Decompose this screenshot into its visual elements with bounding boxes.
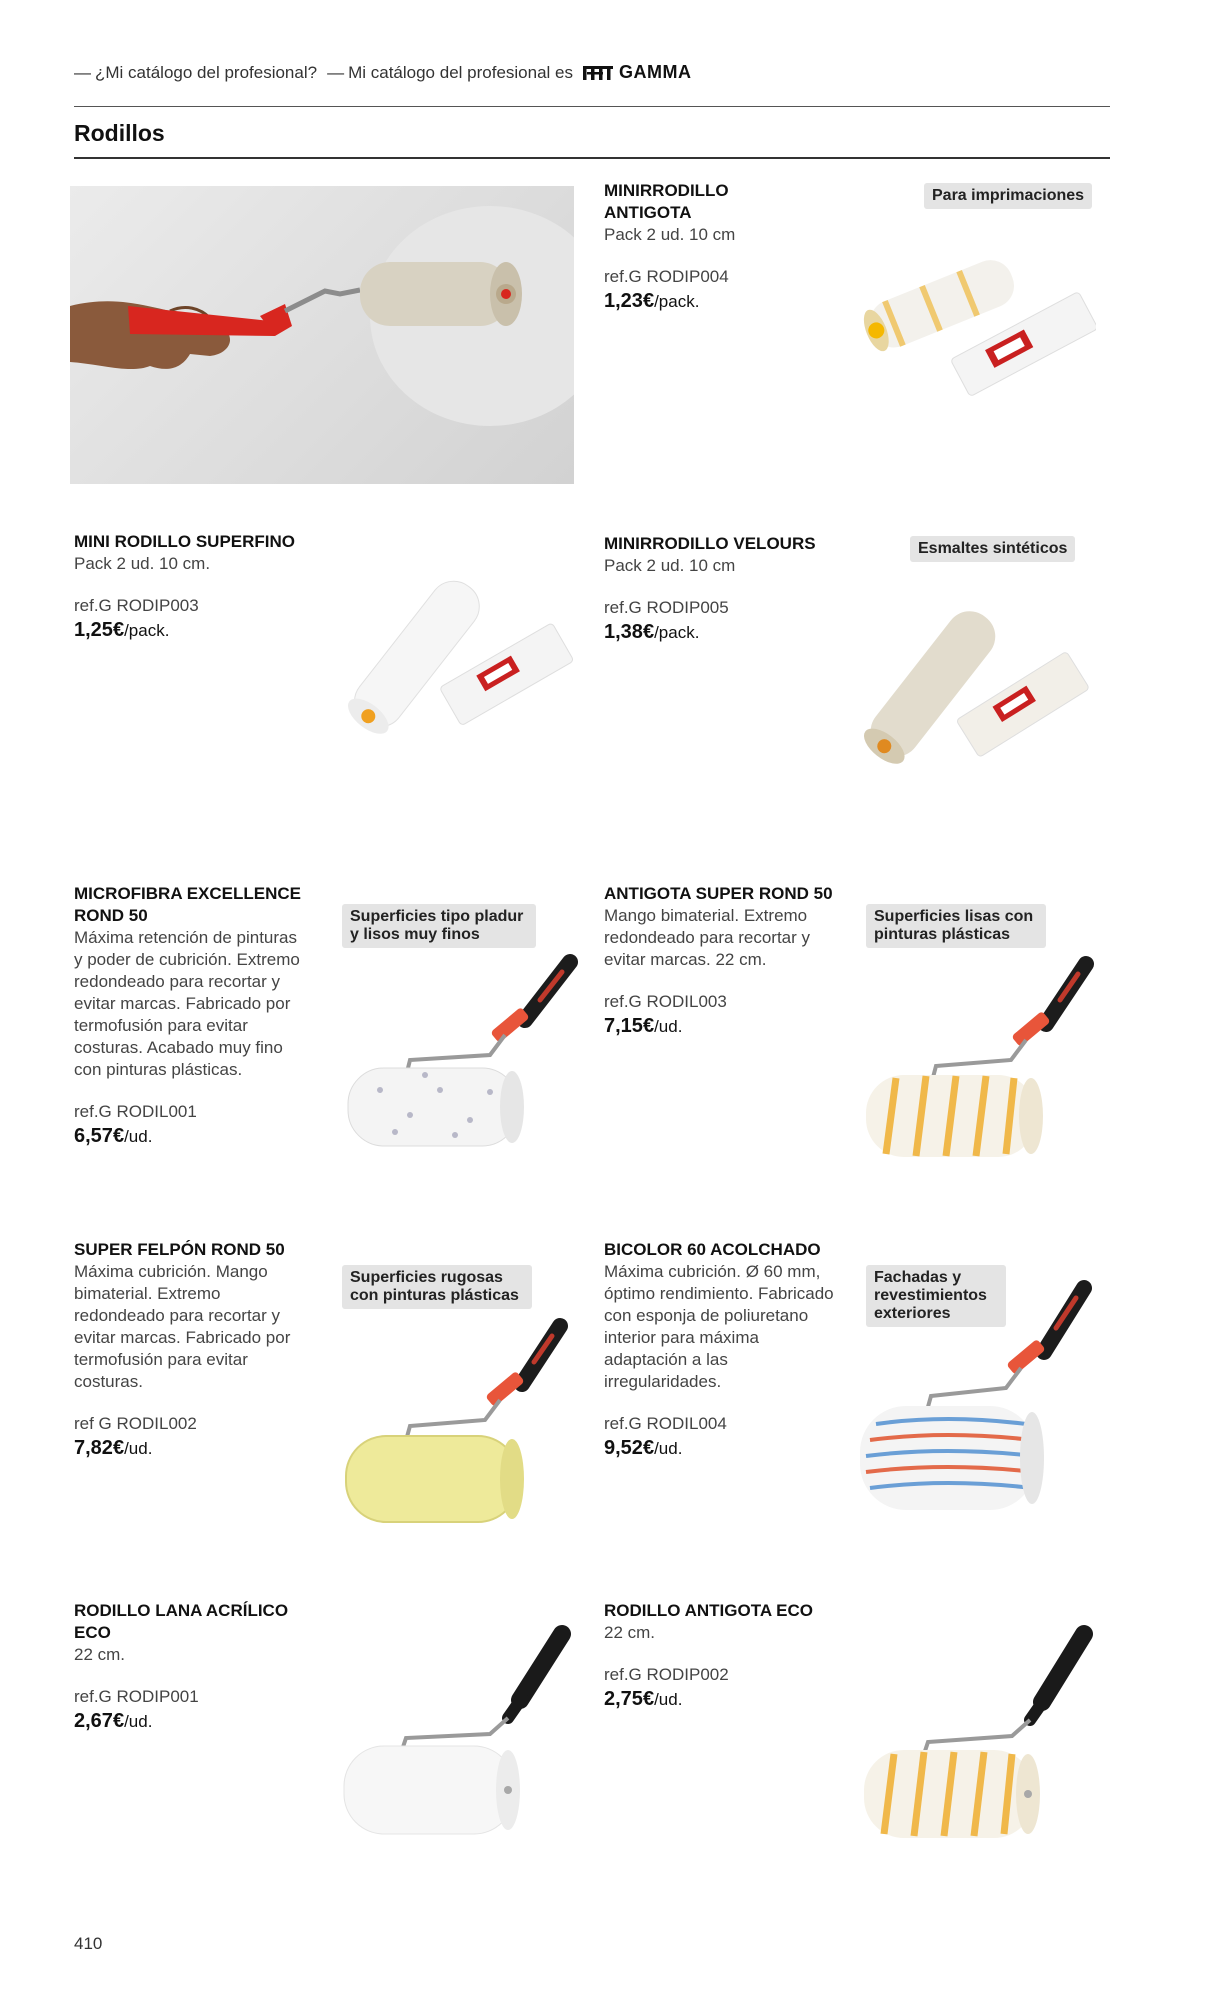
product-desc: 22 cm. bbox=[604, 1623, 656, 1642]
dash-separator: — bbox=[74, 62, 91, 82]
product-desc: Máxima cubrición. Ø 60 mm, óptimo rendimiento. Fabricado con esponja de poliuretano interior para máxima adaptación a las irregularidades. bbox=[604, 1262, 834, 1391]
usage-tag: Superficies tipo pladur y lisos muy finos bbox=[342, 904, 536, 948]
header-tagline-answer: Mi catálogo del profesional es bbox=[348, 62, 573, 82]
product-price bbox=[74, 1710, 306, 1733]
usage-tag: Esmaltes sintéticos bbox=[910, 536, 1075, 562]
usage-tag: Superficies lisas con pinturas plásticas bbox=[866, 904, 1046, 948]
product-price bbox=[604, 1688, 844, 1711]
product-microfibra-excellence bbox=[74, 883, 306, 1148]
mini-roller-pack-image bbox=[856, 222, 1096, 402]
price-unit: /ud. bbox=[654, 1017, 683, 1036]
price-currency: € bbox=[642, 1437, 655, 1459]
dash-separator: — bbox=[327, 62, 345, 82]
product-ref: ref.G RODIP005 bbox=[604, 598, 729, 617]
price-unit: /ud. bbox=[124, 1127, 153, 1146]
price-unit: /ud. bbox=[654, 1439, 683, 1458]
product-rodillo-antigota-eco bbox=[604, 1600, 844, 1711]
price-value: 2,67 bbox=[74, 1710, 113, 1732]
price-currency: € bbox=[642, 1015, 655, 1037]
price-unit: /pack. bbox=[654, 623, 700, 642]
header-tagline-question: ¿Mi catálogo del profesional? bbox=[95, 62, 318, 82]
hero-photo-hand-with-roller bbox=[70, 186, 574, 484]
price-unit: /pack. bbox=[654, 292, 700, 311]
price-currency: € bbox=[112, 619, 125, 641]
product-bicolor-60 bbox=[604, 1239, 834, 1460]
antigota-super-roller-image bbox=[856, 950, 1096, 1190]
price-unit: /pack. bbox=[124, 621, 170, 640]
section-title: Rodillos bbox=[74, 120, 165, 146]
product-price bbox=[74, 1125, 306, 1148]
section-divider bbox=[74, 157, 1110, 159]
price-value: 7,15 bbox=[604, 1015, 643, 1037]
product-desc: Pack 2 ud. 10 cm. bbox=[74, 554, 211, 573]
product-desc: Máxima retención de pinturas y poder de cubrición. Extremo redondeado para recortar y evitar marcas. Fabricado por termofusión para evitar costuras. Acabado muy fino con pinturas plásticas. bbox=[74, 928, 300, 1079]
superfine-roller-pack-image bbox=[340, 540, 580, 740]
price-value: 1,38 bbox=[604, 621, 643, 643]
product-minirrodillo-antigota bbox=[604, 180, 804, 313]
header-divider bbox=[74, 106, 1110, 107]
product-ref: ref.G RODIP001 bbox=[74, 1687, 199, 1706]
gamma-logo-icon bbox=[583, 65, 613, 81]
product-super-felpon bbox=[74, 1239, 306, 1460]
product-name: RODILLO ANTIGOTA ECO bbox=[604, 1601, 814, 1620]
price-currency: € bbox=[112, 1710, 125, 1732]
product-ref: ref.G RODIP002 bbox=[604, 1665, 729, 1684]
product-ref: ref.G RODIP003 bbox=[74, 596, 199, 615]
product-price bbox=[604, 1437, 834, 1460]
price-unit: /ud. bbox=[654, 1690, 683, 1709]
product-desc: 22 cm. bbox=[74, 1645, 126, 1664]
product-name: MINIRRODILLO ANTIGOTA bbox=[604, 181, 729, 222]
price-currency: € bbox=[642, 621, 655, 643]
price-currency: € bbox=[642, 1688, 655, 1710]
usage-tag: Para imprimaciones bbox=[924, 183, 1092, 209]
microfibra-roller-image bbox=[340, 950, 580, 1170]
product-price bbox=[74, 619, 334, 642]
price-value: 9,52 bbox=[604, 1437, 643, 1459]
antigota-eco-roller-image bbox=[856, 1620, 1096, 1870]
product-name: MINIRRODILLO VELOURS bbox=[604, 534, 816, 553]
velours-roller-pack-image bbox=[856, 570, 1096, 770]
price-value: 1,25 bbox=[74, 619, 113, 641]
price-value: 7,82 bbox=[74, 1437, 113, 1459]
usage-tag: Superficies rugosas con pinturas plásticas bbox=[342, 1265, 532, 1309]
product-name: MICROFIBRA EXCELLENCE ROND 50 bbox=[74, 884, 301, 925]
price-value: 2,75 bbox=[604, 1688, 643, 1710]
product-desc: Pack 2 ud. 10 cm bbox=[604, 556, 736, 575]
price-currency: € bbox=[112, 1437, 125, 1459]
product-desc: Pack 2 ud. 10 cm bbox=[604, 225, 736, 244]
product-price bbox=[604, 621, 864, 644]
price-unit: /ud. bbox=[124, 1439, 153, 1458]
product-ref: ref.G RODIP004 bbox=[604, 267, 729, 286]
price-unit: /ud. bbox=[124, 1712, 153, 1731]
product-price bbox=[74, 1437, 306, 1460]
price-value: 6,57 bbox=[74, 1125, 113, 1147]
product-name: ANTIGOTA SUPER ROND 50 bbox=[604, 884, 833, 903]
product-ref: ref.G RODIL001 bbox=[74, 1102, 197, 1121]
product-name: MINI RODILLO SUPERFINO bbox=[74, 532, 295, 551]
product-desc: Mango bimaterial. Extremo redondeado para recortar y evitar marcas. 22 cm. bbox=[604, 906, 811, 969]
brand-name: GAMMA bbox=[619, 62, 692, 82]
product-rodillo-lana-acrilico bbox=[74, 1600, 306, 1733]
price-value: 1,23 bbox=[604, 290, 643, 312]
page-number: 410 bbox=[74, 1934, 103, 1953]
usage-tag: Fachadas y revestimientos exteriores bbox=[866, 1265, 1006, 1327]
product-ref: ref.G RODIL004 bbox=[604, 1414, 727, 1433]
product-antigota-super-rond bbox=[604, 883, 844, 1038]
product-desc: Máxima cubrición. Mango bimaterial. Extremo redondeado para recortar y evitar marcas. Fabricado por termofusión para evitar costuras. bbox=[74, 1262, 291, 1391]
product-price bbox=[604, 290, 804, 313]
gamma-logo bbox=[583, 62, 692, 83]
product-name: BICOLOR 60 ACOLCHADO bbox=[604, 1240, 821, 1259]
product-ref: ref.G RODIL003 bbox=[604, 992, 727, 1011]
product-mini-rodillo-superfino bbox=[74, 531, 334, 642]
product-price bbox=[604, 1015, 844, 1038]
product-minirrodillo-velours bbox=[604, 533, 864, 644]
price-currency: € bbox=[642, 290, 655, 312]
bicolor-roller-image bbox=[856, 1274, 1096, 1534]
price-currency: € bbox=[112, 1125, 125, 1147]
catalog-header bbox=[74, 62, 692, 83]
product-name: SUPER FELPÓN ROND 50 bbox=[74, 1240, 285, 1259]
lana-acrilico-roller-image bbox=[340, 1620, 580, 1860]
super-felpon-roller-image bbox=[340, 1312, 580, 1552]
product-ref: ref G RODIL002 bbox=[74, 1414, 197, 1433]
product-name: RODILLO LANA ACRÍLICO ECO bbox=[74, 1601, 289, 1642]
